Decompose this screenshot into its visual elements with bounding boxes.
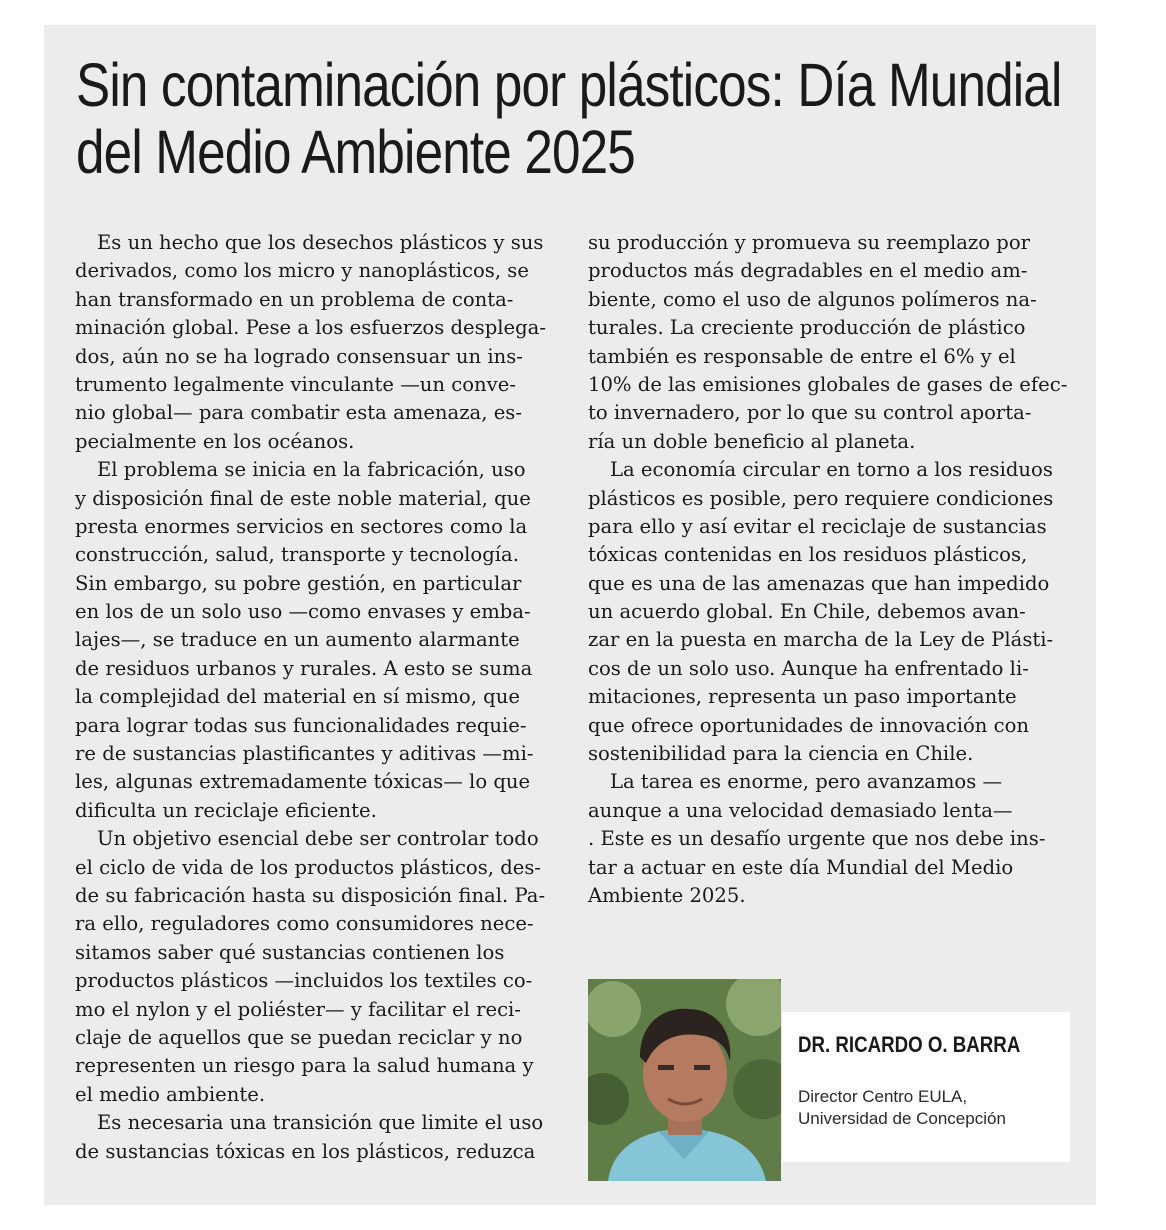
- article-column-left: [75, 229, 555, 1166]
- headline-line-2: del Medio Ambiente 2025: [76, 118, 635, 186]
- text-line: plásticos es posible, pero requiere condiciones: [588, 486, 1054, 510]
- author-role-line-1: Director Centro EULA,: [798, 1087, 968, 1106]
- text-line: ra ello, reguladores como consumidores nece-: [75, 912, 534, 936]
- text-line: El problema se inicia en la fabricación, uso: [97, 458, 526, 482]
- text-line: minación global. Pese a los esfuerzos desplega-: [75, 316, 546, 340]
- text-line: La economía circular en torno a los residuos: [610, 458, 1053, 482]
- text-line: Ambiente 2025.: [588, 883, 746, 907]
- article-column-right: [588, 229, 1068, 910]
- text-line: para ello y así evitar el reciclaje de sustancias: [588, 514, 1047, 538]
- text-line: su producción y promueva su reemplazo por: [588, 231, 1030, 254]
- author-role: [798, 1086, 1006, 1130]
- text-line: Sin embargo, su pobre gestión, en particular: [75, 571, 522, 595]
- text-line: la complejidad del material en sí mismo, que: [75, 685, 520, 709]
- text-line: zar en la puesta en marcha de la Ley de Plásti-: [588, 628, 1054, 652]
- text-line: tóxicas contenidas en los residuos plásticos,: [588, 543, 1028, 567]
- text-line: de sustancias tóxicas en los plásticos, reduzca: [75, 1139, 536, 1163]
- text-line: mo el nylon y el poliéster— y facilitar el reci-: [75, 997, 521, 1021]
- text-line: tar a actuar en este día Mundial del Medio: [588, 855, 1014, 879]
- text-line: representen un riesgo para la salud humana y: [75, 1054, 534, 1078]
- text-line: han transformado en un problema de conta-: [75, 287, 514, 311]
- text-line: lajes—, se traduce en un aumento alarmante: [75, 628, 520, 652]
- author-photo: [588, 979, 781, 1181]
- text-line: dos, aún no se ha logrado consensuar un ins-: [75, 344, 523, 368]
- text-line: productos plásticos —incluidos los textiles co-: [75, 969, 533, 993]
- text-line: pecialmente en los océanos.: [75, 429, 355, 453]
- text-line: dificulta un reciclaje eficiente.: [75, 798, 377, 822]
- text-line: re de sustancias plastificantes y aditivas —mi-: [75, 742, 534, 766]
- text-line: Es necesaria una transición que limite el uso: [97, 1111, 544, 1135]
- text-line: para lograr todas sus funcionalidades requie-: [75, 713, 527, 737]
- text-line: claje de aquellos que se puedan reciclar y no: [75, 1025, 523, 1049]
- text-line: ría un doble beneficio al planeta.: [588, 429, 916, 453]
- text-line: el medio ambiente.: [75, 1082, 266, 1106]
- text-line: cos de un solo uso. Aunque ha enfrentado li-: [588, 656, 1029, 680]
- text-line: un acuerdo global. En Chile, debemos avan-: [588, 600, 1026, 624]
- text-line: nio global— para combatir esta amenaza, es-: [75, 401, 522, 425]
- text-line: mitaciones, representa un paso importante: [588, 685, 1017, 709]
- text-line: La tarea es enorme, pero avanzamos —: [610, 770, 1003, 794]
- text-line: 10% de las emisiones globales de gases de efec-: [588, 372, 1068, 396]
- author-name: DR. RICARDO O. BARRA: [798, 1032, 1021, 1057]
- author-caption: [782, 1012, 1070, 1162]
- text-line: de residuos urbanos y rurales. A esto se suma: [75, 656, 533, 680]
- text-line: turales. La creciente producción de plástico: [588, 316, 1026, 340]
- text-line: que ofrece oportunidades de innovación con: [588, 713, 1030, 737]
- text-line: el ciclo de vida de los productos plásticos, des-: [75, 855, 542, 879]
- headline: [76, 51, 1062, 186]
- text-line: to invernadero, por lo que su control aporta-: [588, 401, 1032, 425]
- text-line: sitamos saber qué sustancias contienen los: [75, 940, 505, 964]
- author-role-line-2: Universidad de Concepción: [798, 1109, 1006, 1128]
- text-line: les, algunas extremadamente tóxicas— lo que: [75, 770, 531, 794]
- text-line: también es responsable de entre el 6% y el: [588, 344, 1016, 368]
- text-line: . Este es un desafío urgente que nos debe ins-: [588, 827, 1046, 851]
- text-line: productos más degradables en el medio am-: [588, 259, 1028, 283]
- text-line: trumento legalmente vinculante —un conve-: [75, 372, 516, 396]
- text-line: de su fabricación hasta su disposición final. Pa-: [75, 883, 546, 907]
- text-line: derivados, como los micro y nanoplásticos, se: [75, 259, 529, 283]
- text-line: que es una de las amenazas que han impedido: [588, 571, 1050, 595]
- text-line: Un objetivo esencial debe ser controlar todo: [97, 827, 539, 851]
- text-line: en los de un solo uso —como envases y emba-: [75, 600, 531, 624]
- text-line: Es un hecho que los desechos plásticos y sus: [97, 231, 544, 254]
- text-line: construcción, salud, transporte y tecnología.: [75, 543, 519, 567]
- text-line: presta enormes servicios en sectores como la: [75, 514, 528, 538]
- text-line: biente, como el uso de algunos polímeros na-: [588, 287, 1037, 311]
- text-line: y disposición final de este noble material, que: [75, 486, 531, 510]
- headline-line-1: Sin contaminación por plásticos: Día Mundial: [76, 51, 1062, 119]
- text-line: aunque a una velocidad demasiado lenta—: [588, 798, 1013, 822]
- text-line: sostenibilidad para la ciencia en Chile.: [588, 742, 974, 766]
